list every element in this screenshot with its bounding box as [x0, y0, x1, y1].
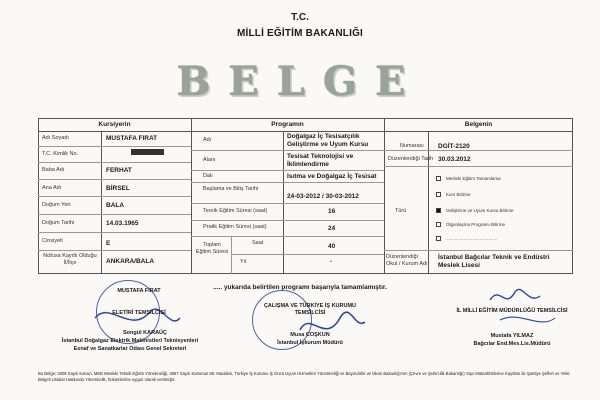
theory-value: 16 [328, 208, 336, 215]
practice-value: 24 [328, 225, 336, 232]
document-title: BELGE [176, 58, 424, 105]
center-sig-person: Musa COŞKUN [290, 332, 330, 338]
mother-label: Ana Adı [42, 185, 62, 191]
birthplace-value: BALA [106, 202, 125, 209]
completion-statement: ..... yukarıda belirtilen programı başarıyla tamamlamıştır. [213, 284, 387, 291]
practice-label: Pratik Eğitim Süresi (saat) [203, 224, 267, 230]
header-tc: T.C. [291, 12, 309, 23]
column-document: Belgenin [464, 121, 493, 128]
program-name-value: Doğalgaz İç Tesisatçılık Geliştirme ve Uyum Kursu [287, 133, 369, 148]
doc-number-value: DGİT-2120 [438, 143, 470, 150]
center-sig-role: ÇALIŞMA VE TÜRKİYE İŞ KURUMU TEMSİLCİSİ [263, 303, 357, 316]
right-sig-role: İL MİLLİ EĞİTİM MÜDÜRLÜĞÜ TEMSİLCİSİ [456, 308, 568, 314]
type-option-label: Mesleki Eğitim Tamamlama [446, 176, 501, 181]
birthdate-value: 14.03.1965 [106, 220, 139, 227]
type-option-label: Olgunlaşma Programı Bitirme [446, 222, 506, 227]
father-value: FERHAT [106, 167, 132, 174]
issuer-label: Düzenlendiği Okul / Kurum Adı [386, 254, 428, 267]
column-program: Programın [271, 121, 304, 128]
header-ministry: MİLLİ EĞİTİM BAKANLIĞI [236, 28, 364, 39]
gender-label: Cinsiyeti [42, 238, 63, 244]
type-option-label: Kurs Bitirme [446, 192, 471, 197]
program-branch-value: Isıtma ve Doğalgaz İç Tesisat [287, 173, 377, 180]
right-sig-person: Mustafa YILMAZ [490, 333, 534, 339]
mother-value: BİRSEL [106, 185, 130, 192]
year-label: Yıl [240, 259, 247, 265]
right-signature-stroke [500, 317, 555, 322]
surname-label: Adı Soyadı [42, 135, 69, 141]
doc-type-label: Türü [395, 208, 407, 214]
type-option-label: Geliştirme ve Uyum Kursu Bitirme [446, 208, 514, 213]
left-sig-name: MUSTAFA FIRAT [117, 288, 161, 294]
theory-label: Teorik Eğitim Süresi (saat) [203, 208, 268, 214]
right-signature [490, 289, 540, 300]
doc-number-label: Numarası [400, 143, 424, 149]
left-sig-person: Songül KARAÜÇ [123, 330, 167, 336]
right-sig-org: Bağcılar End.Mes.Lis.Müdürü [473, 341, 551, 347]
doc-date-label: Düzenlendiği Tarih [388, 156, 434, 162]
gender-value: E [106, 240, 111, 247]
center-sig-org: İstanbul İşkurum Müdürü [277, 340, 343, 346]
tc-label: T.C. Kimlik No. [42, 151, 79, 157]
program-branch-label: Dalı [203, 173, 213, 179]
surname-value: MUSTAFA FIRAT [106, 135, 158, 142]
year-value: - [330, 258, 333, 265]
father-label: Baba Adı [42, 167, 65, 173]
birthplace-label: Doğum Yeri [42, 202, 71, 208]
column-trainee: Kursiyerin [98, 121, 131, 128]
registry-value: ANKARA/BALA [106, 258, 155, 265]
issuer-value: İstanbul Bağcılar Teknik ve Endüstri Meslek Lisesi [438, 254, 550, 269]
dates-label: Başlama ve Bitiş Tarihi [203, 186, 259, 192]
registry-label: Nüfusa Kayıtlı Olduğu İl/İlçe [43, 253, 97, 266]
legal-footer: Bu Belge; 3308 Sayılı Kanun, MEB Mesleki Teknik Eğitim Yönetmeliği, 4857 Sayılı Kanunun 85. Maddesi, Türkiye İş Kurumu İş Gücü Uyum Hizmetleri Yönetmeliği ve Bayındırlık ve İskan Bakanlığı'nın (Çevre ve Şehircilik Bakanlığı) Yapı Müteahhitlerine Kayıtları ile Şantiye Şefleri ve Yetki Belgeli Ustalar Hakkında Yönetmelik, hükümlerine uygun olarak verilmiştir. [38, 371, 570, 382]
left-sig-role: ELETİRİ TEMSİLCİSİ [112, 310, 166, 316]
program-name-label: Adı [203, 137, 212, 143]
doc-date-value: 30.03.2012 [438, 156, 471, 163]
program-area-value: Tesisat Teknolojisi ve İklimlendirme [287, 153, 354, 168]
dates-value: 24-03-2012 / 30-03-2012 [287, 193, 359, 200]
total-label: Toplam Eğitim Süresi [195, 242, 229, 255]
type-option-blank: ......................................... [446, 236, 498, 241]
hour-value: 40 [328, 243, 336, 250]
hour-label: Saat [252, 240, 264, 246]
birthdate-label: Doğum Tarihi [42, 220, 75, 226]
program-area-label: Alanı [203, 157, 216, 163]
left-sig-org1: İstanbul Doğalgaz Elektrik Makinistleri Teknisyenleri [61, 338, 199, 344]
left-sig-org2: Esnaf ve Sanatkarlar Odası Genel Sekreteri [73, 346, 187, 352]
